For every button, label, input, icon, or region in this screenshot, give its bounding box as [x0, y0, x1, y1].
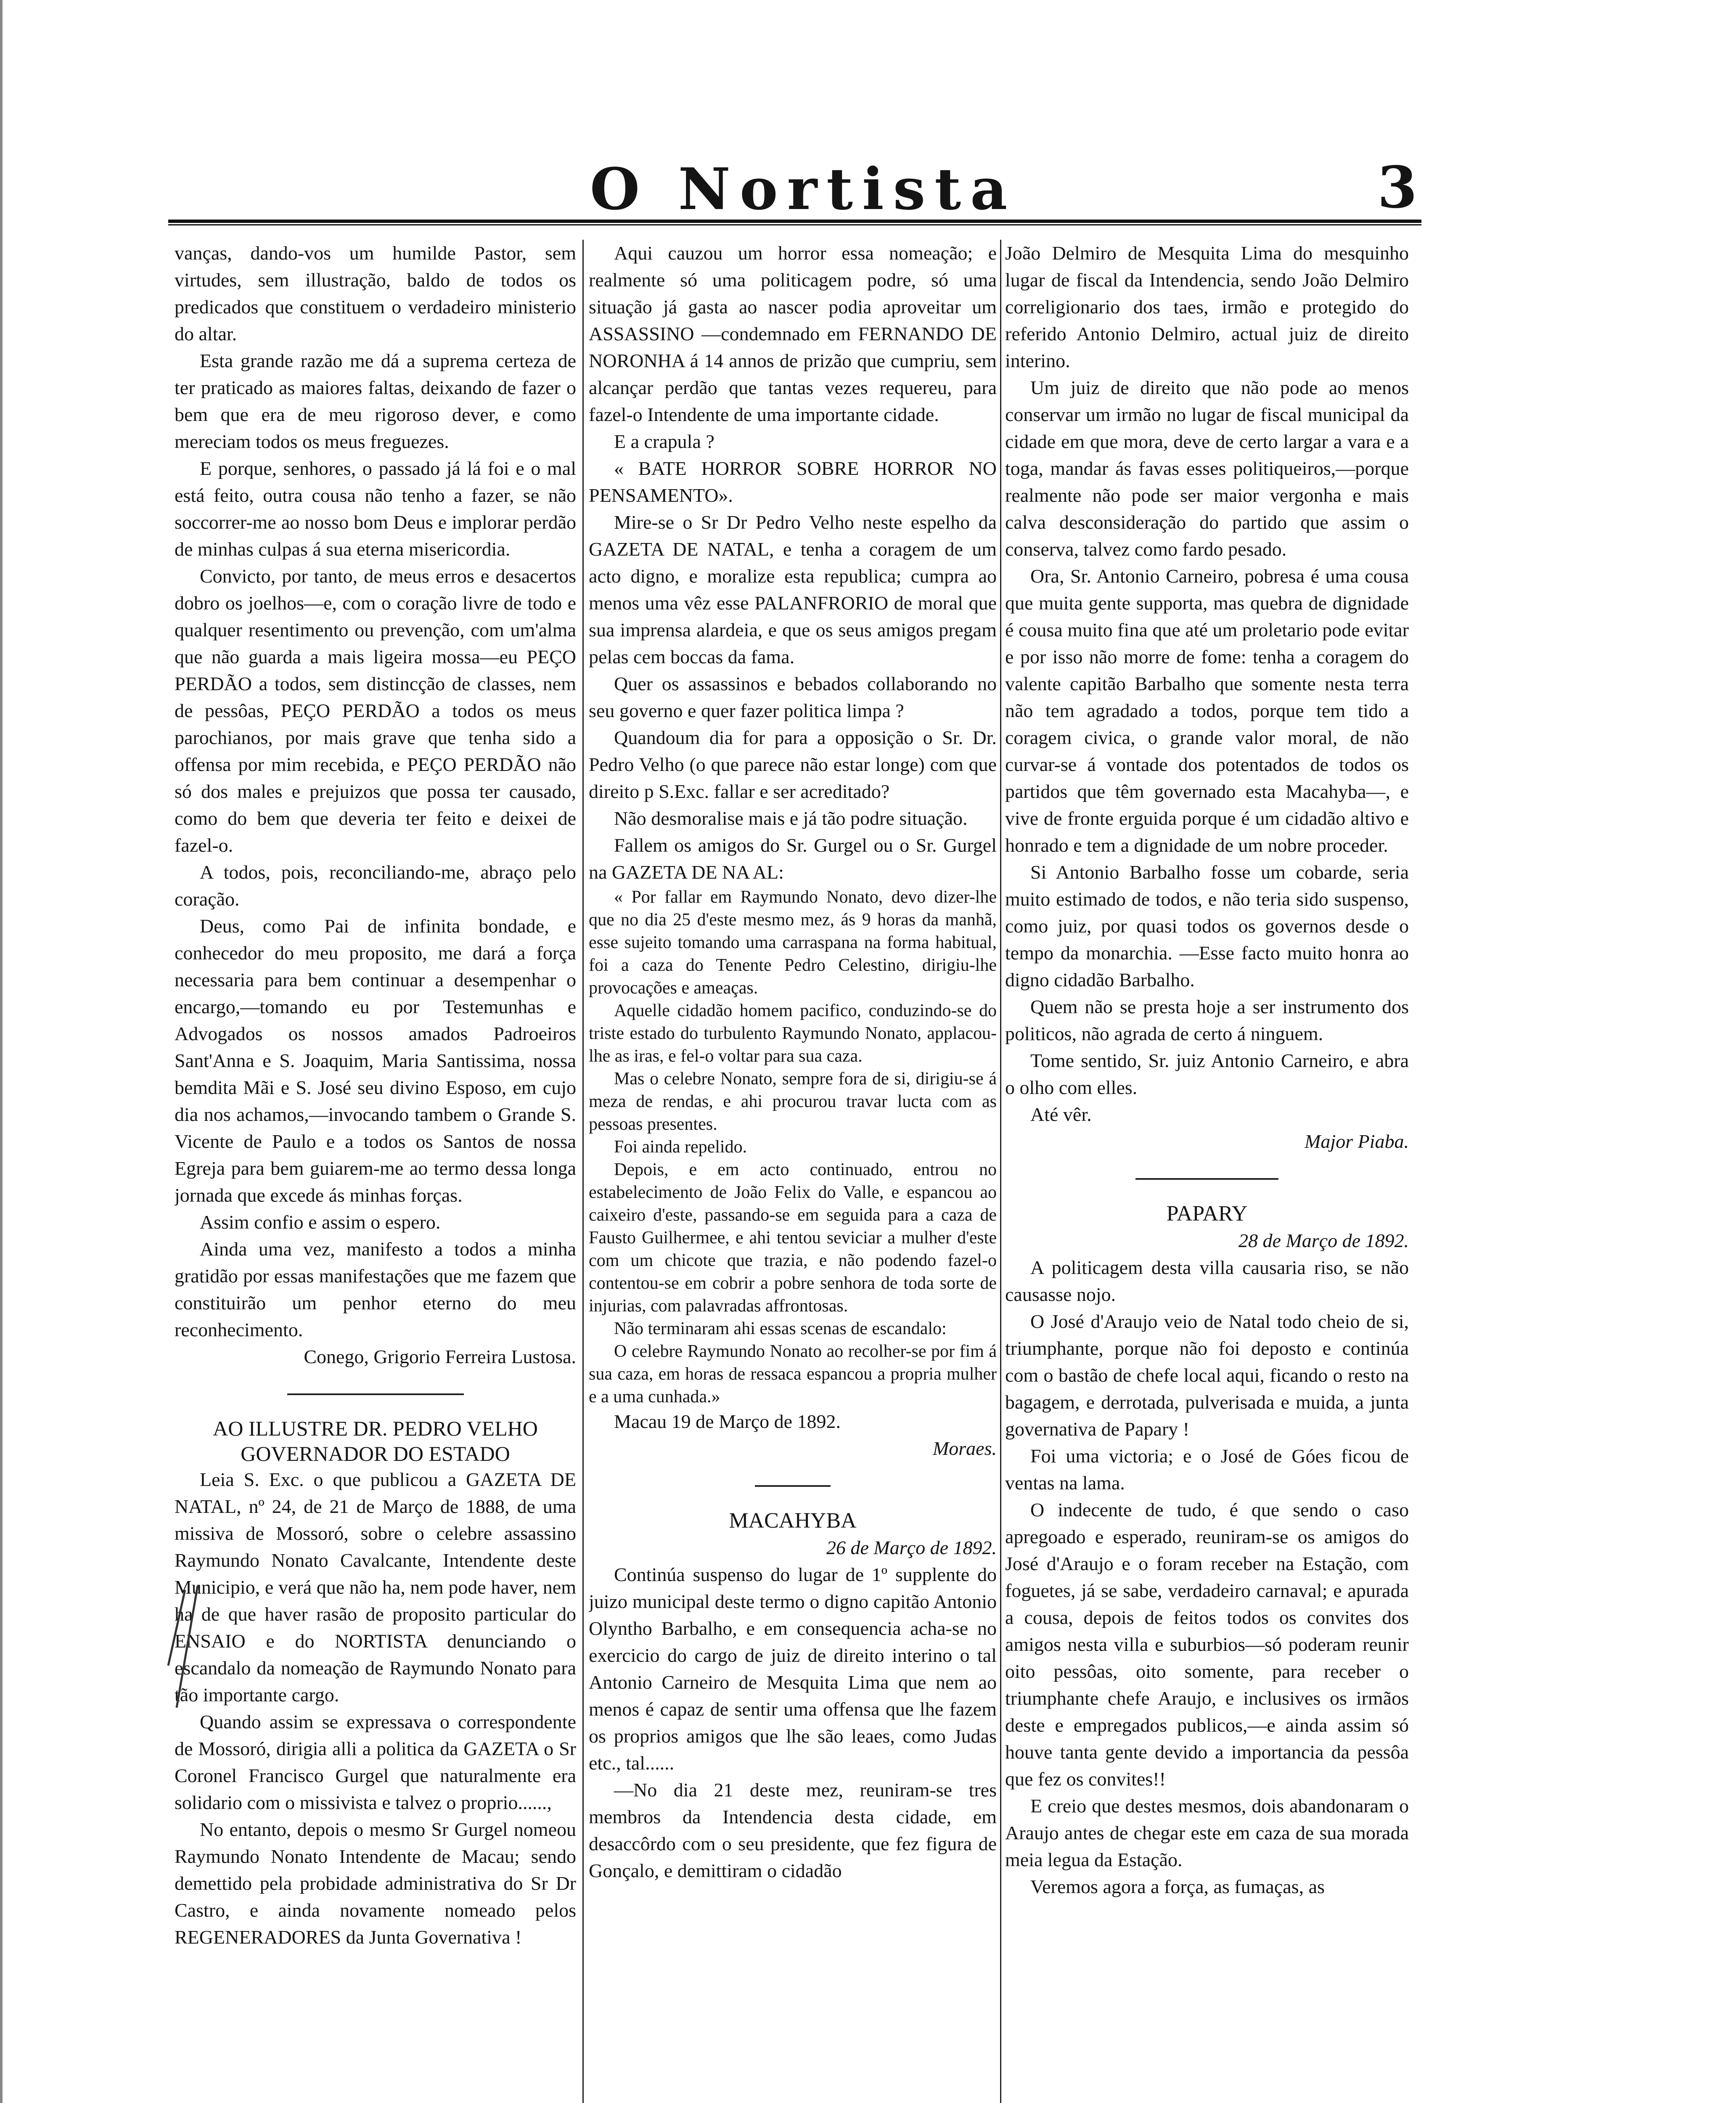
paragraph: —No dia 21 deste mez, reuniram-se tres membros da Intendencia desta cidade, em desaccôrdo com o seu presidente, que fez figura de Gonçalo, e demittiram o cidadão: [589, 1779, 997, 1881]
paragraph: Quem não se presta hoje a ser instrumento dos politicos, não agrada de certo á ninguem.: [1005, 996, 1409, 1044]
quote-paragraph: Foi ainda repelido.: [614, 1137, 747, 1157]
paragraph: João Delmiro de Mesquita Lima do mesquinho lugar de fiscal da Intendencia, sendo João Delmiro correligionario dos taes, irmão e protegido do referido Antonio Delmiro, actual juiz de direito interino.: [1005, 242, 1409, 371]
paragraph: Quandoum dia for para a opposição o Sr. Dr. Pedro Velho (o que parece não estar longe) com que direito p S.Exc. fallar e ser acreditado?: [589, 727, 997, 802]
quote-paragraph: O celebre Raymundo Nonato ao recolher-se por fim á sua caza, em horas de ressaca espancou a propria mulher e a uma cunhada.»: [589, 1342, 997, 1406]
column-1: [175, 240, 576, 2103]
divider: [175, 1380, 576, 1406]
paragraph: A politicagem desta villa causaria riso, se não causasse nojo.: [1005, 1257, 1409, 1305]
paragraph: Até vêr.: [1030, 1104, 1092, 1125]
signature: Major Piaba.: [1305, 1131, 1409, 1152]
paragraph: Ora, Sr. Antonio Carneiro, pobresa é uma cousa que muita gente supporta, mas quebra de dignidade é cousa muito fina que até um proletario pode evitar e por isso não morre de fome: tenha a coragem do valente capitão Barbalho que somente nesta terra não tem agradado a todos, porque tem tido a coragem civica, o grande valor moral, de não curvar-se á vontade dos potentados de todos os partidos que têm governado esta Macahyba—, e vive de fronte erguida porque é um cidadão altivo e honrado e tem a dignidade de um nobre proceder.: [1005, 565, 1409, 856]
section-title: MACAHYBA: [729, 1509, 857, 1533]
divider: [1005, 1164, 1409, 1191]
paragraph: Fallem os amigos do Sr. Gurgel ou o Sr. Gurgel na GAZETA DE NA AL:: [589, 834, 997, 883]
paragraph: Tome sentido, Sr. juiz Antonio Carneiro, e abra o olho com elles.: [1005, 1050, 1409, 1098]
section-date: 26 de Março de 1892.: [826, 1537, 997, 1558]
paragraph: Esta grande razão me dá a suprema certeza de ter praticado as maiores faltas, deixando de fazer o bem que era de meu rigoroso dever, e como mereciam todos os meus freguezes.: [175, 350, 576, 452]
paragraph: Leia S. Exc. o que publicou a GAZETA DE NATAL, nº 24, de 21 de Março de 1888, de uma missiva de Mossoró, sobre o celebre assassino Raymundo Nonato Cavalcante, Intendente deste Municipio, e verá que não ha, nem pode haver, nem ha de que haver rasão de proposito particular do ENSAIO e do NORTISTA denunciando o escandalo da nomeação de Raymundo Nonato para tão importante cargo.: [175, 1469, 576, 1706]
paragraph: A todos, pois, reconciliando-me, abraço pelo coração.: [175, 861, 576, 910]
dateline: Macau 19 de Março de 1892.: [614, 1411, 841, 1432]
paragraph: Deus, como Pai de infinita bondade, e conhecedor do meu proposito, me dará a força necessaria para bem continuar a desempenhar o encargo,—tomando eu por Testemunhas e Advogados os nossos amados Padroeiros Sant'Anna e S. Joaquim, Maria Santissima, nossa bemdita Mãi e S. José seu divino Esposo, em cujo dia nos achamos,—invocando tambem o Grande S. Vicente de Paulo e a todos os Santos de nossa Egreja para bem guiarem-me ao termo dessa longa jornada que excede ás minhas forças.: [175, 915, 576, 1206]
divider: [589, 1471, 997, 1498]
column-3: [1005, 240, 1409, 2103]
page-number: 3: [1377, 154, 1417, 221]
paragraph: Mire-se o Sr Dr Pedro Velho neste espelho da GAZETA DE NATAL, e tenha a coragem de um acto digno, e moralize esta republica; cumpra ao menos uma vêz esse PALANFRORIO de moral que sua imprensa alardeia, e que os seus amigos pregam pelas cem boccas da fama.: [589, 511, 997, 667]
paragraph: E creio que destes mesmos, dois abandonaram o Araujo antes de chegar este em caza de sua morada meia legua da Estação.: [1005, 1795, 1409, 1870]
paragraph: Ainda uma vez, manifesto a todos a minha gratidão por essas manifestações que me fazem que constituirão um penhor eterno do meu reconhecimento.: [175, 1238, 576, 1340]
paragraph: Aqui cauzou um horror essa nomeação; e realmente só uma politicagem podre, só uma situação já gasta ao nascer podia aproveitar um ASSASSINO —condemnado em FERNANDO DE NORONHA á 14 annos de prizão que cumpriu, sem alcançar perdão que tantas vezes requereu, para fazel-o Intendente de uma importante cidade.: [589, 242, 997, 425]
paragraph: « BATE HORROR SOBRE HORROR NO PENSAMENTO».: [589, 458, 997, 506]
paragraph: Quer os assassinos e bebados collaborando no seu governo e quer fazer politica limpa ?: [589, 673, 997, 721]
quote-paragraph: Mas o celebre Nonato, sempre fora de si, dirigiu-se á meza de rendas, e ahi procurou travar lucta com as pessoas presentes.: [589, 1069, 997, 1134]
paragraph: Foi uma victoria; e o José de Góes ficou de ventas na lama.: [1005, 1445, 1409, 1494]
paragraph: E a crapula ?: [614, 431, 715, 452]
pencil-mark: [160, 1581, 210, 1716]
paragraph: Quando assim se expressava o correspondente de Mossoró, dirigia alli a politica da GAZETA o Sr Coronel Francisco Gurgel que naturalmente era solidario com o missivista e talvez o proprio......,: [175, 1711, 576, 1813]
column-divider-1: [582, 240, 584, 2103]
paragraph: O José d'Araujo veio de Natal todo cheio de si, triumphante, porque não foi deposto e continúa com o bastão de chefe local aqui, ficando o resto na bagagem, e derrotada, pulverisada e muida, a junta governativa de Papary !: [1005, 1311, 1409, 1440]
article-headline: AO ILLUSTRE DR. PEDRO VELHO GOVERNADOR DO ESTADO: [213, 1417, 538, 1465]
quote-paragraph: « Por fallar em Raymundo Nonato, devo dizer-lhe que no dia 25 d'este mesmo mez, ás 9 horas da manhã, esse sujeito tomando uma carraspana na forma habitual, foi a caza do Tenente Pedro Celestino, dirigiu-lhe provocações e ameaças.: [589, 887, 997, 998]
paragraph: O indecente de tudo, é que sendo o caso apregoado e esperado, reuniram-se os amigos do José d'Araujo e o foram receber na Estação, com foguetes, já se sabe, verdadeiro carnaval; e apurada a cousa, depois de feitos todos os convites dos amigos nesta villa e suburbios—só poderam reunir oito pessôas, oito somente, para receber o triumphante chefe Araujo, e inclusives os irmãos deste e empregados publicos,—e ainda assim só houve tanta gente devido a importancia da pessôa que fez os convites!!: [1005, 1499, 1409, 1790]
quote-paragraph: Não terminaram ahi essas scenas de escandalo:: [614, 1319, 947, 1338]
header-rule: [168, 220, 1421, 225]
paragraph: Não desmoralise mais e já tão podre situação.: [614, 808, 968, 829]
paragraph: Veremos agora a força, as fumaças, as: [1030, 1876, 1325, 1897]
masthead: O Nortista: [590, 156, 1017, 223]
column-2: [589, 240, 997, 2103]
section-title: PAPARY: [1166, 1202, 1248, 1226]
paragraph: Convicto, por tanto, de meus erros e desacertos dobro os joelhos—e, com o coração livre de todo e qualquer resentimento ou prevenção, com um'alma que não guarda a mais ligeira mossa—eu PEÇO PERDÃO a todos, sem distincção de classes, nem de pessôas, PEÇO PERDÃO a todos os meus parochianos, por mais grave que tenha sido a offensa por mim recebida, e PEÇO PERDÃO não só dos males e prejuizos que possa ter causado, como do bem que deveria ter feito e deixei de fazel-o.: [175, 565, 576, 856]
column-divider-2: [1000, 240, 1001, 2103]
paragraph: Si Antonio Barbalho fosse um cobarde, seria muito estimado de todos, e não teria sido suspenso, como juiz, por quasi todos os governos desde o tempo da monarchia. —Esse facto muito honra ao digno cidadão Barbalho.: [1005, 861, 1409, 991]
signature: Conego, Grigorio Ferreira Lustosa.: [304, 1346, 576, 1367]
paragraph: Continúa suspenso do lugar de 1º supplente do juizo municipal deste termo o digno capitão Antonio Olyntho Barbalho, e em consequencia acha-se no exercicio do cargo de juiz de direito interino o tal Antonio Carneiro de Mesquita Lima que nem ao menos é capaz de sentir uma offensa que lhe fazem os proprios amigos que lhe são leaes, como Judas etc., tal......: [589, 1564, 997, 1774]
section-date: 28 de Março de 1892.: [1238, 1230, 1409, 1251]
paragraph: Assim confio e assim o espero.: [200, 1211, 441, 1233]
paragraph: E porque, senhores, o passado já lá foi e o mal está feito, outra cousa não tenho a fazer, se não soccorrer-me ao nosso bom Deus e implorar perdão de minhas culpas á sua eterna misericordia.: [175, 458, 576, 560]
paragraph: No entanto, depois o mesmo Sr Gurgel nomeou Raymundo Nonato Intendente de Macau; sendo demettido pela probidade administrativa do Sr Dr Castro, e ainda novamente nomeado pelos REGENERADORES da Junta Governativa !: [175, 1819, 576, 1948]
paragraph: Um juiz de direito que não pode ao menos conservar um irmão no lugar de fiscal municipal da cidade em que mora, deve de certo largar a vara e a toga, mandar ás favas esses politiqueiros,—porque realmente não pode ser maior vergonha e mais calva desconsideração do partido que assim o conserva, talvez como fardo pesado.: [1005, 377, 1409, 560]
quote-paragraph: Aquelle cidadão homem pacifico, conduzindo-se do triste estado do turbulento Raymundo Nonato, applacou-lhe as iras, e fel-o voltar para sua caza.: [589, 1001, 997, 1066]
page-header: [168, 139, 1421, 223]
signature: Moraes.: [932, 1438, 997, 1459]
paragraph: vanças, dando-vos um humilde Pastor, sem virtudes, sem illustração, baldo de todos os predicados que constituem o verdadeiro ministerio do altar.: [175, 242, 576, 344]
quote-paragraph: Depois, e em acto continuado, entrou no estabelecimento de João Felix do Valle, e espancou ao caixeiro d'este, passando-se em seguida para a caza de Fausto Guilhermee, e ahi tentou seviciar a mulher d'este com um chicote que trazia, e não podendo fazel-o contentou-se em cobrir a pobre senhora de toda sorte de injurias, com palavradas affrontosas.: [589, 1160, 997, 1316]
